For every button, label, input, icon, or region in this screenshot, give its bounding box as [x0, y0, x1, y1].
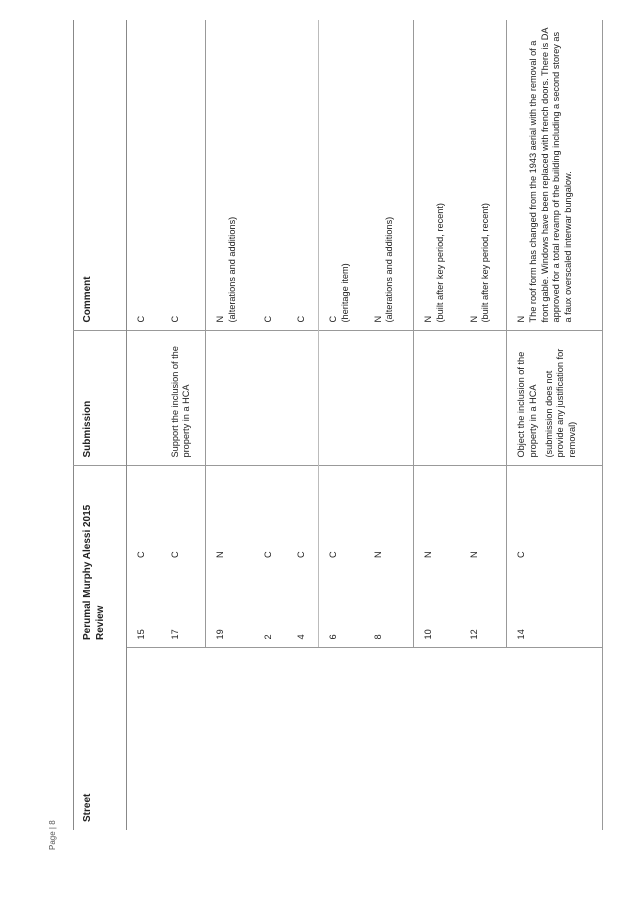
- pma-rating: N: [414, 466, 460, 566]
- table-row: [507, 20, 603, 830]
- table-row: [414, 20, 460, 830]
- comment-cell: [507, 20, 603, 331]
- street-cell: [127, 648, 161, 830]
- table-header-row: [74, 20, 127, 830]
- street-cell: [364, 648, 414, 830]
- house-number: 14: [507, 566, 603, 648]
- house-number: 12: [460, 566, 507, 648]
- house-number: 15: [136, 629, 146, 640]
- street-cell: [414, 648, 460, 830]
- comment-code: N: [468, 315, 479, 323]
- pma-rating: N: [460, 466, 507, 566]
- table-row: [287, 20, 319, 830]
- comment-cell: [254, 20, 287, 331]
- street-header: Street: [74, 648, 127, 830]
- rotated-table-wrapper: [73, 20, 578, 830]
- street-cell: [319, 648, 364, 830]
- comment-code: C: [328, 315, 338, 323]
- comment-code: C: [136, 315, 146, 323]
- submission-line: (submission does not provide any justification for removal): [543, 348, 578, 458]
- comment-cell: [364, 20, 414, 331]
- submission-cell: [206, 331, 254, 466]
- comment-cell: [460, 20, 507, 331]
- submission-cell: [287, 331, 319, 466]
- house-number: 19: [215, 629, 225, 640]
- submission-cell: [254, 331, 287, 466]
- table-row: [364, 20, 414, 830]
- table-row: [206, 20, 254, 830]
- house-number: 6: [328, 634, 338, 640]
- street-cell: [507, 648, 603, 830]
- pma-rating: C: [319, 466, 364, 566]
- street-cell: [460, 648, 507, 830]
- table-row: [161, 20, 206, 830]
- pma-rating: C: [161, 466, 206, 566]
- comment-code: C: [262, 315, 273, 323]
- pma-rating: C: [287, 466, 319, 566]
- comment-note: The roof form has changed from the 1943 aerial with the removal of a front gable. Windows have been replaced with french doors. There is DA approved for a total revamp of the building including a second storey as a faux overscaled interwar bungalow.: [527, 27, 574, 323]
- comment-note: (alterations and additions): [384, 216, 395, 323]
- comment-note: (built after key period, recent): [480, 203, 491, 323]
- submission-cell: [507, 331, 603, 466]
- submission-cell: [414, 331, 460, 466]
- comment-header: Comment: [74, 20, 127, 331]
- table-row: [460, 20, 507, 830]
- comment-code: N: [372, 315, 383, 323]
- submission-cell: Support the inclusion of the property in a HCA: [161, 331, 206, 466]
- submission-header: Submission: [74, 331, 127, 466]
- table-row: [319, 20, 364, 830]
- table-row: [127, 20, 161, 830]
- comment-note: (built after key period, recent): [434, 203, 445, 323]
- comment-cell: [287, 20, 319, 331]
- pma-rating: N: [364, 466, 414, 566]
- table-row: [254, 20, 287, 830]
- page-number: Page | 8: [48, 820, 57, 850]
- comment-note: (heritage item): [339, 263, 350, 323]
- house-number: 2: [262, 634, 273, 640]
- house-number: 8: [364, 566, 414, 648]
- pma-rating: C: [507, 466, 603, 566]
- submission-line: Object the inclusion of the property in a HCA: [516, 351, 538, 458]
- perumal-review-header: Perumal Murphy Alessi 2015 Review: [74, 466, 127, 648]
- submission-cell: [460, 331, 507, 466]
- house-number: 4: [287, 566, 319, 648]
- comment-cell: [206, 20, 254, 331]
- comment-cell: [319, 20, 364, 331]
- street-cell: [254, 648, 287, 830]
- street-cell: [287, 648, 319, 830]
- heritage-review-table: [73, 20, 603, 830]
- submission-cell: [364, 331, 414, 466]
- submission-cell: [127, 331, 161, 466]
- comment-code: N: [215, 315, 225, 323]
- pma-rating: N: [206, 466, 254, 566]
- comment-code: C: [169, 315, 180, 323]
- street-cell: [161, 648, 206, 830]
- comment-code: N: [423, 315, 433, 323]
- comment-code: N: [516, 315, 526, 323]
- house-number: 17: [161, 566, 206, 648]
- pma-rating: C: [254, 466, 287, 566]
- comment-cell: [414, 20, 460, 331]
- street-cell: [206, 648, 254, 830]
- submission-cell: [319, 331, 364, 466]
- house-number: 10: [423, 629, 433, 640]
- pma-rating: C: [127, 466, 161, 566]
- comment-code: C: [295, 315, 306, 323]
- comment-note: (alterations and additions): [226, 216, 237, 323]
- comment-cell: [161, 20, 206, 331]
- comment-cell: [127, 20, 161, 331]
